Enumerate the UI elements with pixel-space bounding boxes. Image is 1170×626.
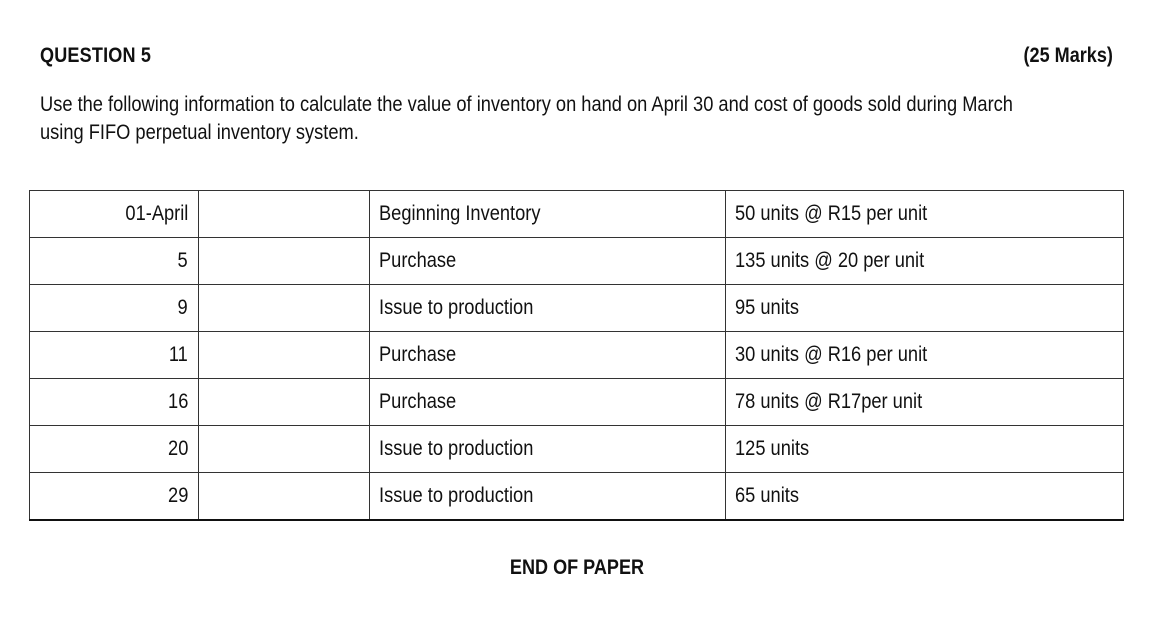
quantity-cell [726,426,1124,473]
inventory-table-body [30,191,1124,521]
description-text: Purchase [379,343,457,366]
date-text: 20 [167,437,188,460]
date-text: 16 [167,390,188,413]
quantity-text: 95 units [735,296,799,319]
date-text: 01-April [125,202,188,225]
description-cell [370,379,726,426]
date-text: 9 [177,296,188,319]
quantity-text: 125 units [735,437,810,460]
description-cell [370,473,726,521]
table-row [30,191,1124,238]
question-instructions: Use the following information to calculate the value of inventory on hand on April 30 and cost of goods sold during March using FIFO perpetual inventory system. [40,93,1013,144]
quantity-cell [726,285,1124,332]
table-row [30,285,1124,332]
blank-cell [199,332,370,379]
description-cell [370,285,726,332]
quantity-text: 30 units @ R16 per unit [735,343,928,366]
quantity-cell [726,379,1124,426]
quantity-text: 78 units @ R17per unit [735,390,923,413]
quantity-cell [726,332,1124,379]
table-row [30,332,1124,379]
description-text: Purchase [379,249,457,272]
blank-cell [199,473,370,521]
table-row [30,426,1124,473]
end-of-paper-text: END OF PAPER [509,556,645,579]
quantity-cell [726,473,1124,521]
description-cell [370,238,726,285]
date-cell [30,285,199,332]
date-cell [30,379,199,426]
description-text: Beginning Inventory [379,202,541,225]
description-cell [370,426,726,473]
blank-cell [199,191,370,238]
date-cell [30,191,199,238]
date-text: 5 [177,249,188,272]
description-text: Purchase [379,390,457,413]
table-row [30,473,1124,521]
question-marks: (25 Marks) [1023,44,1113,67]
date-cell [30,238,199,285]
quantity-cell [726,191,1124,238]
table-row [30,379,1124,426]
date-text: 11 [169,343,188,366]
end-of-paper [0,556,1154,580]
quantity-text: 135 units @ 20 per unit [735,249,925,272]
description-text: Issue to production [379,484,534,507]
description-text: Issue to production [379,437,534,460]
quantity-text: 65 units [735,484,799,507]
quantity-cell [726,238,1124,285]
description-cell [370,332,726,379]
blank-cell [199,285,370,332]
quantity-text: 50 units @ R15 per unit [735,202,928,225]
date-cell [30,332,199,379]
question-heading: QUESTION 5 [40,44,152,67]
date-text: 29 [167,484,188,507]
description-cell [370,191,726,238]
date-cell [30,426,199,473]
blank-cell [199,426,370,473]
blank-cell [199,238,370,285]
inventory-table [29,190,1124,521]
blank-cell [199,379,370,426]
date-cell [30,473,199,521]
description-text: Issue to production [379,296,534,319]
table-row [30,238,1124,285]
